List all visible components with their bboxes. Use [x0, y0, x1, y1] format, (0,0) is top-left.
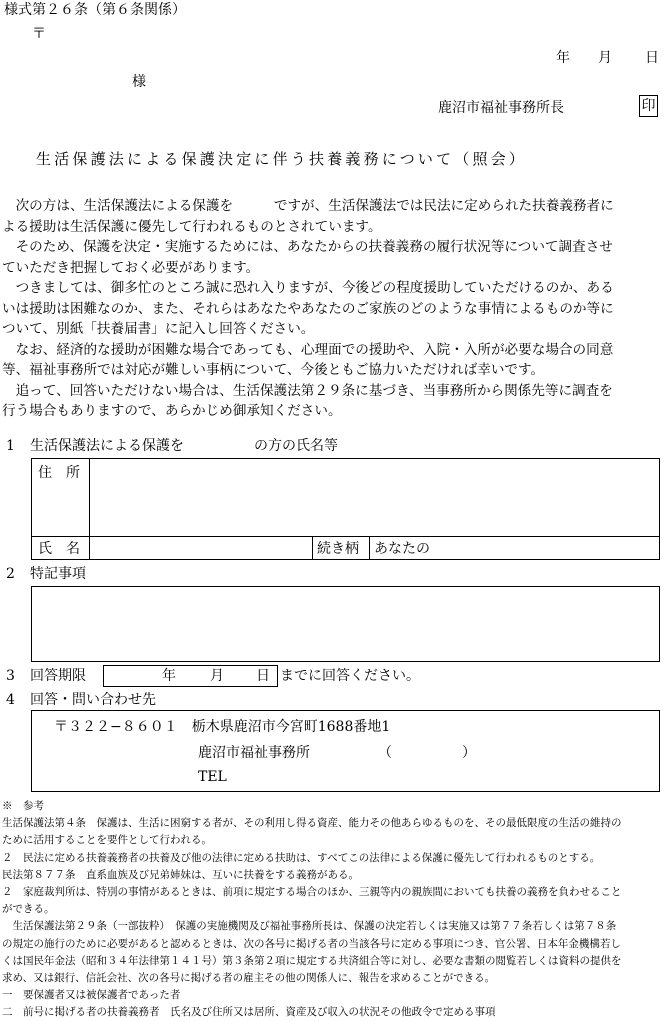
deadline-year: 年: [162, 668, 176, 684]
section1-number: 1: [6, 438, 15, 454]
reference-line: くは国民年金法（昭和３４年法律第１４１号）第３条第２項に規定する共済組合等に対し、必要な書類の閲覧若しくは資料の提供を: [2, 954, 622, 967]
body-text: [2, 196, 662, 422]
section2-number: 2: [6, 566, 15, 582]
form-number: 様式第２６条（第６条関係）: [4, 2, 186, 18]
postal-mark: 〒: [32, 26, 46, 42]
body-line: そのため、保護を決定・実施するためには、あなたからの扶養義務の履行状況等について調査させ: [2, 239, 613, 255]
reference-line: 生活保護法第４条 保護は、生活に困窮する者が、その利用し得る資産、能力その他あらゆるものを、その最低限度の生活の維持の: [2, 817, 622, 830]
contact-office: 鹿沼市福祉事務所: [198, 745, 310, 761]
body-line: 次の方は、生活保護法による保護を ですが、生活保護法では民法に定められた扶養義務者に: [2, 198, 614, 214]
contact-tel-label: TEL: [198, 769, 227, 785]
relation-label: 続き柄: [317, 541, 359, 557]
special-notes-box: [31, 586, 660, 662]
body-line: つきましては、御多忙のところ誠に恐れ入りますが、今後どの程度援助していただけるのか、ある: [2, 280, 614, 296]
deadline-day: 日: [256, 668, 270, 684]
date-year-label: 年: [556, 50, 570, 66]
body-line: なお、経済的な援助が困難な場合であっても、心理面での援助や、入院・入所が必要な場合の同意: [2, 341, 614, 358]
reference-line: 求め、又は銀行、信託会社、次の各号に掲げる者の雇主その他の関係人に、報告を求めることができる。: [2, 972, 496, 985]
body-line: 等、福祉事務所では対応が難しい事柄について、今後ともご協力いただければ幸いです。: [2, 362, 545, 378]
date-month-label: 月: [598, 50, 612, 66]
reference-notes: [2, 798, 662, 1022]
relation-value: あなたの: [374, 541, 430, 557]
body-line: 行う場合もありますので、あらかじめ御承知ください。: [2, 403, 342, 419]
section3-label: 回答期限: [30, 668, 86, 684]
body-line: いは援助は困難なのか、また、それらはあなたやあなたのご家族のどのような事情によるものか等に: [2, 300, 614, 317]
contact-paren: （ ）: [378, 745, 476, 761]
sender-name: 鹿沼市福祉事務所長: [438, 100, 564, 116]
section4-label: 回答・問い合わせ先: [30, 692, 156, 708]
document-title: 生活保護法による保護決定に伴う扶養義務について（照会）: [36, 150, 528, 168]
reference-line: の規定の施行のために必要があると認めるときは、次の各号に掲げる者の当該各号に定める事項につき、官公署、日本年金機構若し: [2, 937, 621, 950]
reference-line: ２ 家庭裁判所は、特別の事情があるときは、前項に規定する場合のほか、三親等内の親族間においても扶養の義務を負わせること: [2, 886, 622, 899]
addressee-suffix: 様: [132, 74, 146, 90]
reference-line: 民法第８７７条 直系血族及び兄弟姉妹は、互いに扶養をする義務がある。: [2, 868, 359, 881]
deadline-suffix: までに回答ください。: [280, 668, 420, 684]
reference-line: 一 要保護者又は被保護者であった者: [2, 989, 181, 1002]
reference-line: ※ 参考: [2, 800, 44, 812]
body-line: よる援助は生活保護に優先して行われるものとされています。: [2, 218, 382, 235]
reference-line: ２ 民法に定める扶養義務者の扶養及び他の法律に定める扶助は、すべてこの法律による保護に優先して行われるものとする。: [2, 851, 601, 864]
reference-line: 二 前号に掲げる者の扶養義務者 氏名及び住所又は居所、資産及び収入の状況その他政令で定める事項: [2, 1006, 496, 1019]
body-line: ついて、別紙「扶養届書」に記入し回答ください。: [2, 321, 315, 337]
section2-label: 特記事項: [30, 566, 86, 582]
section3-number: 3: [6, 668, 15, 684]
reference-line: ができる。: [2, 903, 55, 916]
body-line: 追って、回答いただけない場合は、生活保護法第２９条に基づき、当事務所から関係先等に調査を: [2, 382, 613, 399]
section4-number: 4: [6, 692, 15, 708]
name-label: 氏 名: [38, 541, 80, 557]
seal-stamp: 印: [639, 95, 658, 117]
reference-line: 生活保護法第２９条（一部抜粋） 保護の実施機関及び福祉事務所長は、保護の決定若しくは実施又は第７７条若しくは第７８条: [2, 920, 617, 933]
contact-box: [31, 710, 660, 792]
deadline-month: 月: [210, 668, 224, 684]
person-info-table: [31, 458, 660, 560]
section1-label: 生活保護法による保護を の方の氏名等: [30, 438, 338, 454]
date-day-label: 日: [645, 50, 659, 66]
reference-line: ために活用することを要件として行われる。: [2, 834, 212, 847]
contact-address: 〒３２２−８６０１ 栃木県鹿沼市今宮町1688番地1: [54, 719, 391, 735]
deadline-box: [103, 665, 278, 687]
body-line: ていただき把握しておく必要があります。: [2, 259, 260, 276]
address-label: 住 所: [38, 465, 80, 481]
